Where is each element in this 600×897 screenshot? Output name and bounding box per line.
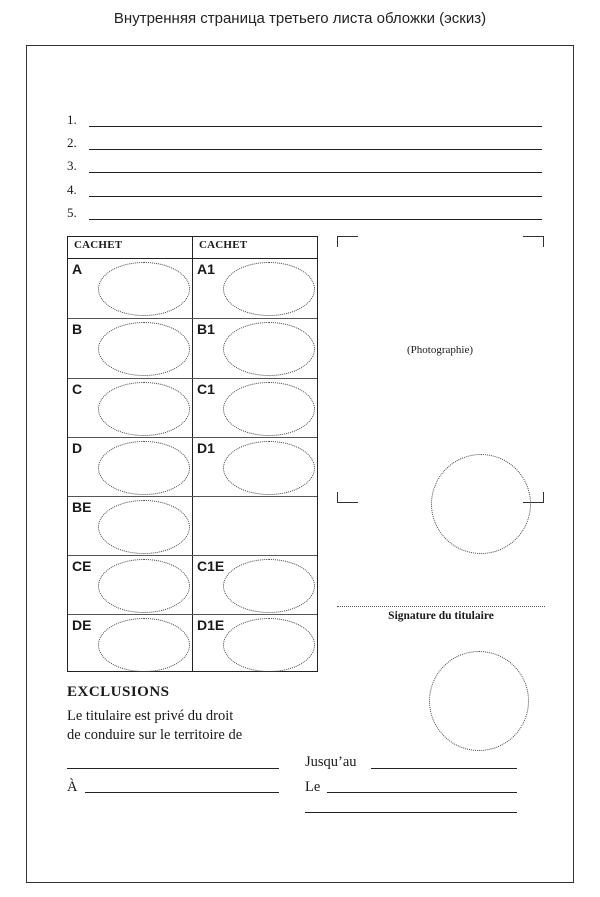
- stamp-area-d1e: [223, 618, 315, 672]
- numbered-line-4: [67, 182, 542, 200]
- grid-row-line: [68, 555, 317, 556]
- stamp-area-de: [98, 618, 190, 672]
- grid-row-line: [68, 614, 317, 615]
- date-label: Le: [305, 779, 321, 795]
- place-line: [85, 792, 279, 793]
- category-label-be: BE: [72, 499, 92, 515]
- until-label: Jusqu’au: [305, 754, 357, 770]
- line-rule: [89, 219, 542, 220]
- line-number: 1.: [67, 112, 77, 127]
- stamp-area-a1: [223, 262, 315, 316]
- signature-rule: [337, 606, 545, 607]
- category-label-b: B: [72, 321, 83, 337]
- line-rule: [89, 172, 542, 173]
- seal-circle-upper: [431, 454, 531, 554]
- exclusions-text-line-1: Le titulaire est privé du droit: [67, 708, 234, 724]
- category-label-d1e: D1E: [197, 617, 225, 633]
- grid-row-line: [68, 258, 317, 259]
- category-label-a1: A1: [197, 261, 215, 277]
- stamp-area-a: [98, 262, 190, 316]
- place-label: À: [67, 779, 78, 795]
- category-label-a: A: [72, 261, 83, 277]
- category-label-b1: B1: [197, 321, 215, 337]
- stamp-area-c1: [223, 382, 315, 436]
- photo-corner-top-left: [337, 236, 358, 247]
- numbered-line-3: [67, 158, 542, 176]
- signature-label: Signature du titulaire: [388, 610, 494, 622]
- grid-row-line: [68, 496, 317, 497]
- line-number: 4.: [67, 182, 77, 197]
- stamp-area-c1e: [223, 559, 315, 613]
- stamp-area-ce: [98, 559, 190, 613]
- stamp-area-be: [98, 500, 190, 554]
- category-label-c1: C1: [197, 381, 215, 397]
- grid-row-line: [68, 437, 317, 438]
- numbered-line-5: [67, 205, 542, 223]
- seal-circle-lower: [429, 651, 529, 751]
- document-caption: Внутренняя страница третьего листа обложки (эскиз): [113, 10, 487, 27]
- stamp-area-b1: [223, 322, 315, 376]
- category-label-c: C: [72, 381, 83, 397]
- line-rule: [89, 196, 542, 197]
- cachet-header-left: CACHET: [74, 239, 123, 251]
- stamp-grid: [67, 236, 318, 672]
- photo-corner-bottom-left: [337, 492, 358, 503]
- category-label-d: D: [72, 440, 83, 456]
- grid-divider: [192, 237, 193, 671]
- until-line: [371, 768, 517, 769]
- line-rule: [89, 126, 542, 127]
- line-number: 2.: [67, 135, 77, 150]
- date-line: [327, 792, 517, 793]
- grid-row-line: [68, 318, 317, 319]
- line-number: 3.: [67, 158, 77, 173]
- category-label-c1e: C1E: [197, 558, 225, 574]
- line-number: 5.: [67, 205, 77, 220]
- numbered-line-2: [67, 135, 542, 153]
- cover-page-sketch: [26, 45, 574, 883]
- category-label-ce: CE: [72, 558, 92, 574]
- numbered-line-1: [67, 112, 542, 130]
- grid-row-line: [68, 378, 317, 379]
- line-rule: [89, 149, 542, 150]
- photo-corner-top-right: [523, 236, 544, 247]
- stamp-area-c: [98, 382, 190, 436]
- photo-label: (Photographie): [407, 344, 473, 356]
- stamp-area-d1: [223, 441, 315, 495]
- signature-line: [305, 812, 517, 813]
- cachet-header-right: CACHET: [199, 239, 248, 251]
- territory-line: [67, 768, 279, 769]
- exclusions-title: EXCLUSIONS: [67, 684, 170, 700]
- category-label-de: DE: [72, 617, 92, 633]
- exclusions-text-line-2: de conduire sur le territoire de: [67, 727, 243, 743]
- stamp-area-b: [98, 322, 190, 376]
- stamp-area-d: [98, 441, 190, 495]
- category-label-d1: D1: [197, 440, 215, 456]
